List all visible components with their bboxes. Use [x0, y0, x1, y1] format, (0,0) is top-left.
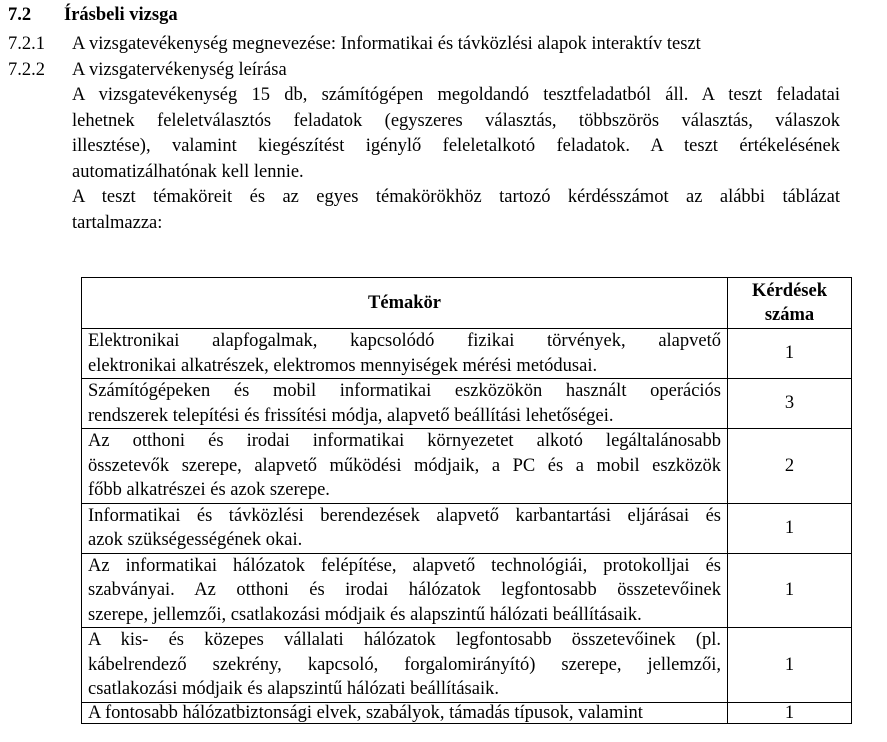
header-topic: Témakör	[82, 278, 728, 329]
topic-line: Számítógépeken és mobil informatikai eszközökön használt operációs	[88, 381, 721, 401]
topic-line: azok szükségességének okai.	[88, 530, 303, 550]
count-cell: 1	[728, 702, 852, 723]
topic-line: Az otthoni és irodai informatikai környezetet alkotó legáltalánosabb	[88, 431, 721, 451]
topic-cell	[82, 628, 728, 703]
subsection-text: A vizsgatevékenység megnevezése: Informatikai és távközlési alapok interaktív teszt	[72, 34, 701, 54]
subsection-text: A vizsgatervékenység leírása	[72, 60, 287, 80]
subsection-7-2-1	[8, 32, 701, 56]
topic-line: Az informatikai hálózatok felépítése, alapvető technológiái, protokolljai és	[88, 555, 721, 576]
description-paragraph	[72, 83, 840, 237]
table-row	[82, 628, 852, 703]
topic-line: A kis- és közepes vállalati hálózatok legfontosabb összetevőinek (pl.	[88, 630, 721, 650]
paragraph-line: tartalmazza:	[72, 212, 163, 233]
topic-line: kábelrendező szekrény, kapcsoló, forgalomirányító) szerepe, jellemzői,	[88, 654, 721, 675]
topic-line: A fontosabb hálózatbiztonsági elvek, szabályok, támadás típusok, valamint	[88, 702, 643, 723]
header-count-line2: száma	[764, 305, 815, 325]
table-body	[82, 329, 852, 724]
topic-line: főbb alkatrészei és azok szerepe.	[88, 480, 330, 500]
paragraph-line: A teszt témaköreit és az egyes témakörökhöz tartozó kérdésszámot az alábbi táblázat	[72, 187, 840, 208]
section-heading	[8, 3, 178, 27]
header-count-line1: Kérdések	[751, 280, 827, 301]
topic-line: szerepe, jellemzői, csatlakozási módjaik és alapszintű hálózati beállításaik.	[88, 604, 642, 625]
topic-line: összetevők szerepe, alapvető működési módjaik, a PC és a mobil eszközök	[88, 455, 721, 476]
topic-cell	[82, 329, 728, 379]
count-cell: 1	[728, 553, 852, 628]
table-row	[82, 429, 852, 504]
count-cell: 3	[728, 379, 852, 429]
topic-line: csatlakozási módjaik és alapszintű hálózati beállításaik.	[88, 679, 499, 699]
topic-line: szabványai. Az otthoni és irodai hálózatok legfontosabb összetevőinek	[88, 580, 721, 600]
topic-cell	[82, 702, 728, 723]
count-cell: 1	[728, 503, 852, 553]
topic-cell	[82, 553, 728, 628]
topics-table	[81, 277, 852, 724]
paragraph-line: illesztése), valamint kiegészítést igénylő feleletalkotó feladatok. A teszt értékelésének	[72, 136, 840, 157]
table-row	[82, 379, 852, 429]
topic-line: Informatikai és távközlési berendezések alapvető karbantartási eljárásai és	[88, 505, 721, 526]
count-cell: 1	[728, 329, 852, 379]
topic-cell	[82, 503, 728, 553]
topic-cell	[82, 379, 728, 429]
topic-cell	[82, 429, 728, 504]
count-cell: 2	[728, 429, 852, 504]
table-row	[82, 553, 852, 628]
count-cell: 1	[728, 628, 852, 703]
subsection-number: 7.2.2	[8, 60, 45, 80]
section-title: Írásbeli vizsga	[64, 5, 178, 25]
paragraph-line: automatizálhatónak kell lennie.	[72, 161, 304, 182]
topic-line: elektronikai alkatrészek, elektromos mennyiségek mérési metódusai.	[88, 355, 598, 376]
table-row	[82, 329, 852, 379]
table-header-row	[82, 278, 852, 329]
paragraph-line: lehetnek feleletválasztós feladatok (egyszeres választás, többszörös választás, válaszok	[72, 110, 840, 131]
subsection-7-2-2	[8, 58, 287, 82]
header-count	[728, 278, 852, 329]
subsection-number: 7.2.1	[8, 34, 45, 54]
table-row	[82, 702, 852, 723]
topic-line: rendszerek telepítési és frissítési módja, alapvető beállítási lehetőségei.	[88, 405, 614, 426]
section-number: 7.2	[8, 5, 32, 25]
table-row	[82, 503, 852, 553]
topic-line: Elektronikai alapfogalmak, kapcsolódó fizikai törvények, alapvető	[88, 331, 721, 351]
paragraph-line: A vizsgatevékenység 15 db, számítógépen megoldandó tesztfeladatból áll. A teszt feladatai	[72, 85, 840, 105]
